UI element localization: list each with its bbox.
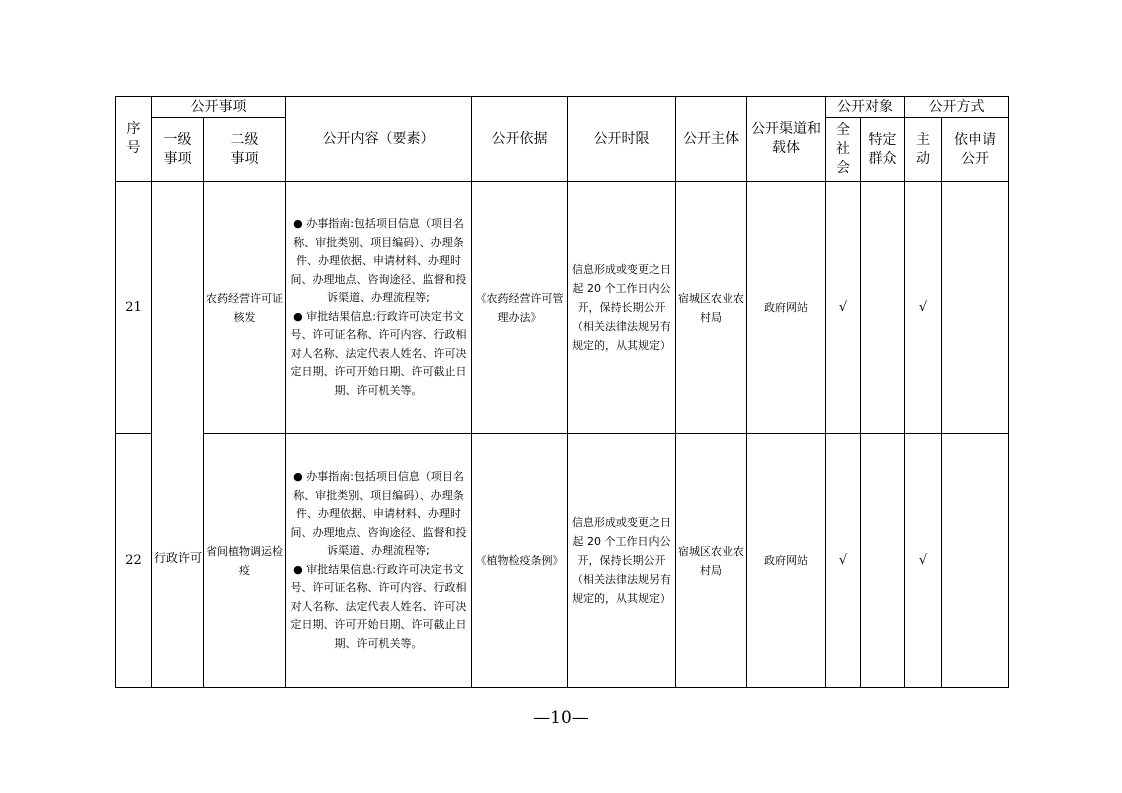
row-content-guide: ● 办事指南:包括项目信息（项目名称、审批类别、项目编码）、办理条件、办理依据、申请材料、办理时间、办理地点、咨询途径、监督和投诉渠道、办理流程等;: [290, 217, 467, 304]
category-cell: [152, 182, 204, 688]
row-seq: 22: [116, 434, 152, 688]
disclosure-table: [115, 96, 1009, 688]
header-whole-society: 全社会: [826, 118, 861, 182]
row-item: 省间植物调运检疫: [204, 434, 286, 688]
row-subject: 宿城区农业农村局: [676, 434, 747, 688]
row-subject: 宿城区农业农村局: [676, 182, 747, 434]
row-basis: 《农药经营许可管理办法》: [472, 182, 568, 434]
header-time-limit: 公开时限: [568, 97, 676, 182]
row-whole-society: √: [826, 182, 861, 434]
header-level1: 一级事项: [152, 118, 204, 182]
row-content: [286, 182, 472, 434]
row-active: √: [905, 182, 942, 434]
row-channel: 政府网站: [747, 434, 826, 688]
row-basis: 《植物检疫条例》: [472, 434, 568, 688]
header-active: 主动: [905, 118, 942, 182]
row-seq: 21: [116, 182, 152, 434]
header-subject: 公开主体: [676, 97, 747, 182]
header-content: 公开内容（要素）: [286, 97, 472, 182]
row-time-limit: 信息形成或变更之日起 20 个工作日内公开，保持长期公开（相关法律法规另有规定的，从其规定）: [568, 182, 676, 434]
row-content-result: ● 审批结果信息:行政许可决定书文号、许可证名称、许可内容、行政相对人名称、法定代表人姓名、许可决定日期、许可开始日期、许可截止日期、许可机关等。: [290, 562, 467, 650]
row-whole-society: √: [826, 434, 861, 688]
row-time-limit: 信息形成或变更之日起 20 个工作日内公开，保持长期公开（相关法律法规另有规定的，从其规定）: [568, 434, 676, 688]
row-specific-group: [861, 182, 905, 434]
row-content-guide: ● 办事指南:包括项目信息（项目名称、审批类别、项目编码）、办理条件、办理依据、申请材料、办理时间、办理地点、咨询途径、监督和投诉渠道、办理流程等;: [290, 470, 467, 557]
table-row: [116, 182, 1009, 434]
row-channel: 政府网站: [747, 182, 826, 434]
category-label: 行政许可: [153, 551, 202, 565]
row-active: √: [905, 434, 942, 688]
row-item: 农药经营许可证核发: [204, 182, 286, 434]
header-level2: 二级事项: [204, 118, 286, 182]
header-channel: 公开渠道和载体: [747, 97, 826, 182]
page-number: —10—: [533, 708, 589, 728]
row-on-request: [942, 182, 1009, 434]
header-on-request: 依申请公开: [942, 118, 1009, 182]
row-on-request: [942, 434, 1009, 688]
header-basis: 公开依据: [472, 97, 568, 182]
header-audience: 公开对象: [826, 97, 905, 118]
row-content-result: ● 审批结果信息:行政许可决定书文号、许可证名称、许可内容、行政相对人名称、法定代表人姓名、许可决定日期、许可开始日期、许可截止日期、许可机关等。: [290, 309, 467, 397]
table-row: [116, 434, 1009, 688]
row-specific-group: [861, 434, 905, 688]
row-content: [286, 434, 472, 688]
header-row-top: [116, 97, 1009, 118]
header-disclosure-items: 公开事项: [152, 97, 286, 118]
header-method: 公开方式: [905, 97, 1009, 118]
header-seq: 序号: [116, 97, 152, 182]
header-specific-group: 特定群众: [861, 118, 905, 182]
